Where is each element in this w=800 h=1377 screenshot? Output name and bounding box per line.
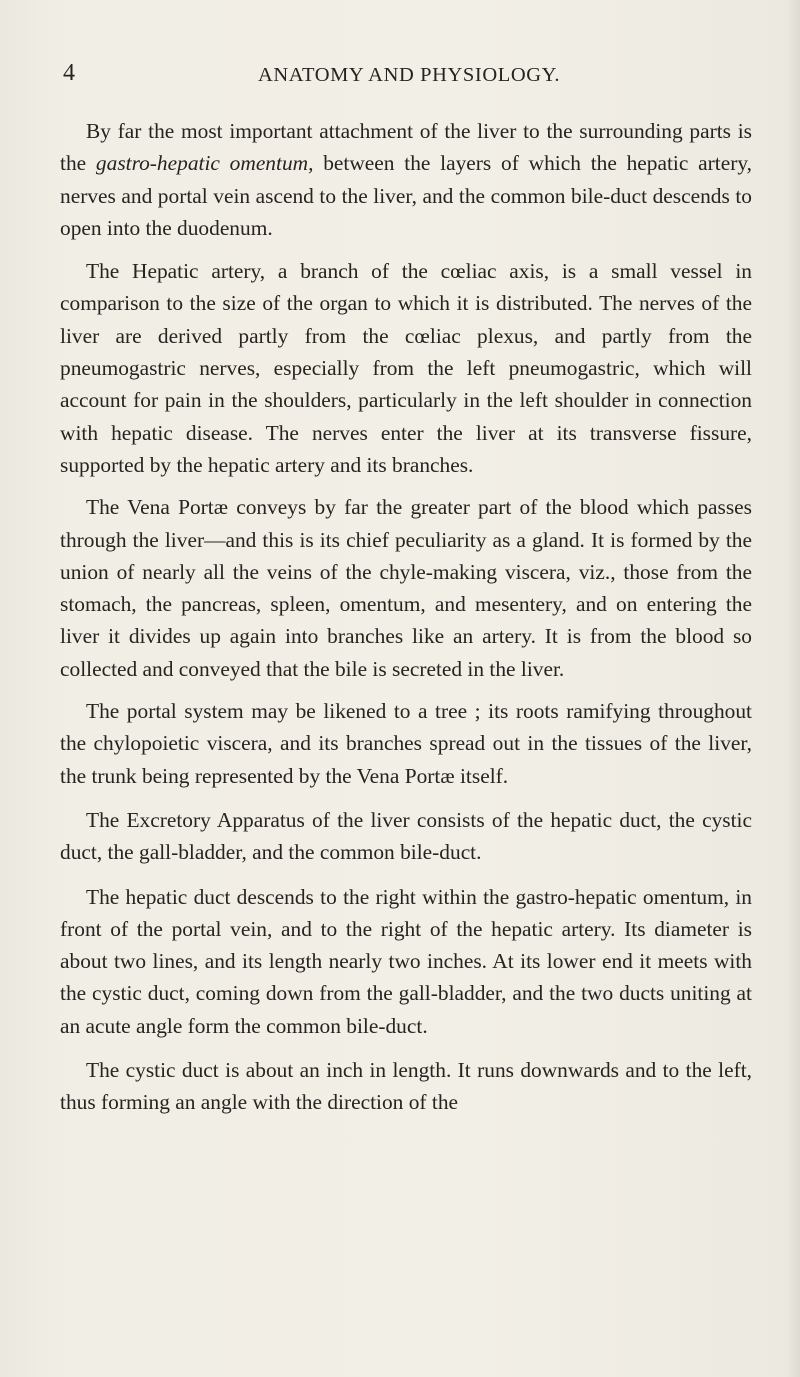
paragraph-text: By far the most important attachment of the liver to the surrounding parts is the — [60, 119, 752, 176]
paragraph-vena-portae: The Vena Portæ conveys by far the greater part of the blood which passes through the liver—and this is its chief peculiarity as a gland. It is formed by the union of nearly all the veins of the chyle-making viscera, viz., those from the stomach, the pancreas, spleen, omentum, and mesentery, and on entering the liver it divides up again into branches like an artery. It is from the blood so collected and conveyed that the bile is secreted in the liver. — [60, 495, 752, 681]
paragraph-gastro-hepatic-omentum — [60, 115, 752, 244]
italic-term: gastro-hepatic omentum, — [95, 151, 314, 176]
running-head: ANATOMY AND PHYSIOLOGY. — [258, 64, 561, 86]
paragraph-portal-system: The portal system may be likened to a tree ; its roots ramifying throughout the chylopoietic viscera, and its branches spread out in the tissues of the liver, the trunk being represented by the Vena Portæ itself. — [60, 699, 752, 788]
paragraph-hepatic-duct: The hepatic duct descends to the right within the gastro-hepatic omentum, in front of the portal vein, and to the right of the hepatic artery. Its diameter is about two lines, and its length nearly two inches. At its lower end it meets with the cystic duct, coming down from the gall-bladder, and the two ducts uniting at an acute angle form the common bile-duct. — [60, 884, 752, 1038]
paragraph-text: between the layers of which the hepatic artery, nerves and portal vein ascend to the liver, and the common bile-duct descends to open into the duodenum. — [60, 151, 752, 240]
page-edge-shadow — [786, 0, 800, 1377]
page-header — [0, 60, 800, 94]
paragraph-cystic-duct: The cystic duct is about an inch in length. It runs downwards and to the left, thus forming an angle with the direction of the — [60, 1058, 752, 1115]
paragraph-excretory-apparatus: The Excretory Apparatus of the liver consists of the hepatic duct, the cystic duct, the gall-bladder, and the common bile-duct. — [60, 807, 752, 865]
body-text — [60, 115, 752, 1130]
page-number: 4 — [63, 60, 75, 86]
paragraph-hepatic-artery: The Hepatic artery, a branch of the cœliac axis, is a small vessel in comparison to the size of the organ to which it is distributed. The nerves of the liver are derived partly from the cœliac plexus, and partly from the pneumogastric nerves, especially from the left pneumogastric, which will account for pain in the shoulders, particularly in the left shoulder in connection with hepatic disease. The nerves enter the liver at its transverse fissure, supported by the hepatic artery and its branches. — [60, 259, 752, 477]
